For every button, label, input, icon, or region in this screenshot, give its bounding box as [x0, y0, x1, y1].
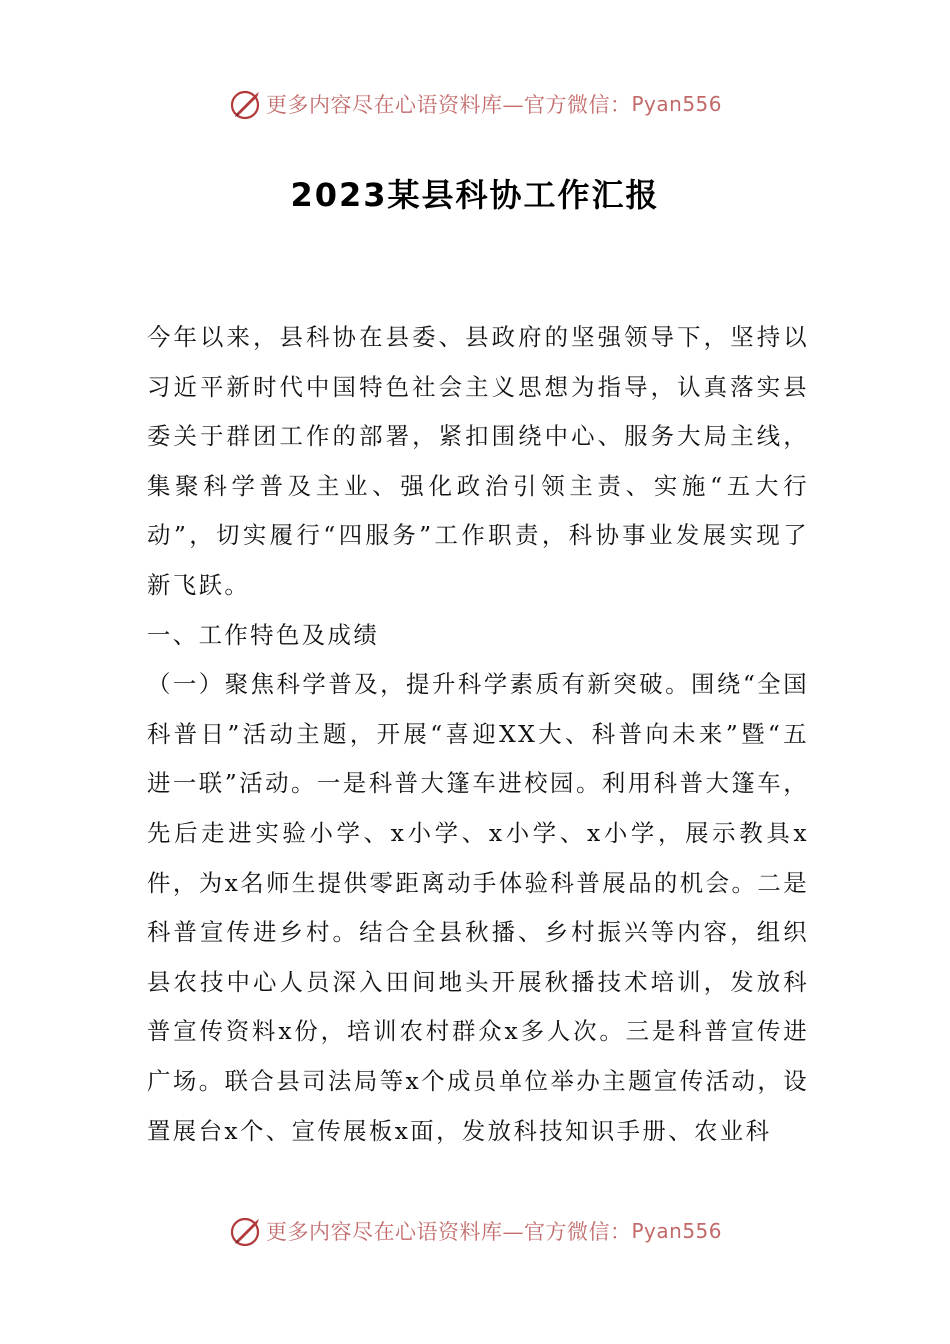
document-body: [147, 313, 809, 1156]
pen-circle-logo-icon: [228, 86, 264, 122]
section-heading: 一、工作特色及成绩: [147, 620, 380, 649]
watermark-wechat-id: Pyan556: [631, 92, 722, 116]
document-title: 2023某县科协工作汇报: [290, 176, 660, 214]
footer-watermark: [0, 1211, 950, 1251]
paragraph-science-popularization: （一）聚焦科学普及，提升科学素质有新突破。围绕“全国科普日”活动主题，开展“喜迎XX大、科普向未来”暨“五进一联”活动。一是科普大篷车进校园。利用科普大篷车，先后走进实验小学、x小学、x小学、x小学，展示教具x件，为x名师生提供零距离动手体验科普展品的机会。二是科普宣传进乡村。结合全县秋播、乡村振兴等内容，组织县农技中心人员深入田间地头开展秋播技术培训，发放科普宣传资料x份，培训农村群众x多人次。三是科普宣传进广场。联合县司法局等x个成员单位举办主题宣传活动，设置展台x个、宣传展板x面，发放科技知识手册、农业科: [147, 670, 809, 1145]
header-watermark: [0, 84, 950, 124]
watermark-text: 更多内容尽在心语资料库—官方微信：: [265, 93, 632, 117]
watermark-wechat-id: Pyan556: [631, 1219, 722, 1243]
watermark-text: 更多内容尽在心语资料库—官方微信：: [265, 1220, 632, 1244]
pen-circle-logo-icon: [228, 1213, 264, 1249]
paragraph-intro: 今年以来，县科协在县委、县政府的坚强领导下，坚持以习近平新时代中国特色社会主义思想为指导，认真落实县委关于群团工作的部署，紧扣围绕中心、服务大局主线，集聚科学普及主业、强化政治引领主责、实施“五大行动”，切实履行“四服务”工作职责，科协事业发展实现了新飞跃。: [147, 323, 809, 599]
